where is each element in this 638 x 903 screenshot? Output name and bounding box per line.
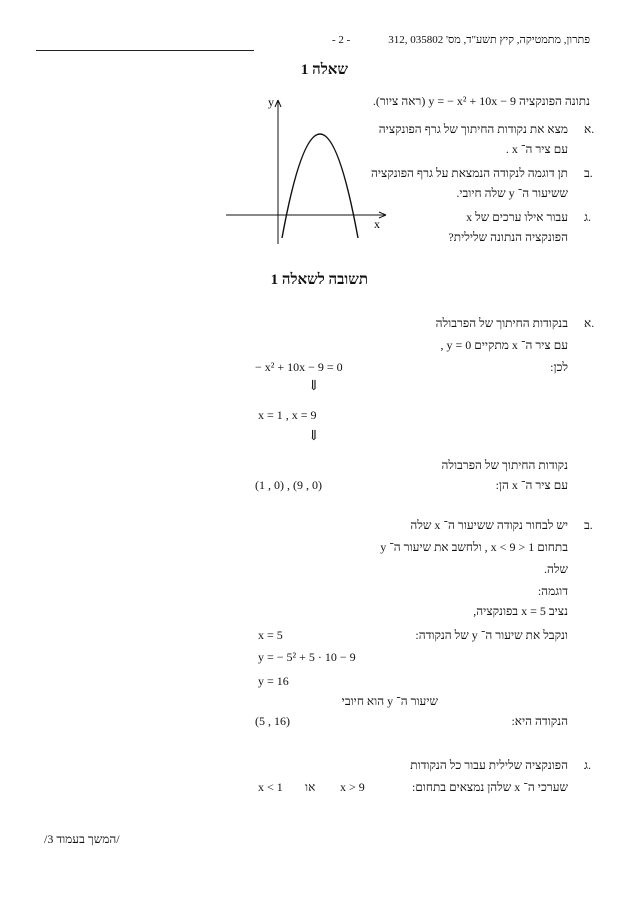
- answer-c-or: או: [305, 780, 316, 794]
- question-intro: נתונה הפונקציה y = − x² + 10x − 9 (ראה ציור).: [372, 94, 590, 108]
- answer-a-points-line1: נקודות החיתוך של הפרבולה: [441, 458, 568, 472]
- page-number: - 2 -: [332, 34, 351, 46]
- question-b-line1: תן דוגמה לנקודה הנמצאת על גרף הפונקציה: [371, 166, 568, 180]
- answer-c-line2: שערכי ה־ x שלהן נמצאים בתחום:: [411, 780, 568, 794]
- answer-b-point-label: הנקודה היא:: [511, 714, 568, 728]
- answer-b-positive: שיעור ה־ y הוא חיובי: [341, 694, 438, 708]
- question-title: שאלה 1: [300, 62, 348, 78]
- answer-c-x-less: x < 1: [258, 780, 283, 794]
- answer-a-equation: − x² + 10x − 9 = 0: [255, 360, 343, 374]
- answer-b-equation-x: x = 5: [258, 628, 283, 642]
- y-axis-label: y: [268, 95, 274, 109]
- question-a-line1: מצא את נקודות החיתוך של גרף הפונקציה: [378, 122, 568, 136]
- answer-b-line2: בתחום 1 < x < 9 , ולחשב את שיעור ה־ y: [380, 540, 568, 554]
- page-footer: /המשך בעמוד 3/: [44, 832, 120, 846]
- implies-arrow: ⇓: [308, 379, 320, 394]
- x-axis-label: x: [374, 217, 380, 231]
- question-b-label: ב.: [584, 166, 593, 180]
- question-b-line2: ששיעור ה־ y שלה חיובי.: [456, 186, 568, 200]
- answer-b-substitute: נציב x = 5 בפונקציה,: [473, 604, 568, 618]
- question-a-line2: עם ציר ה־ x .: [505, 142, 568, 156]
- answer-a-points-line2: עם ציר ה־ x הן:: [495, 478, 568, 492]
- header-underline: [36, 50, 254, 51]
- answer-b-example: דוגמה:: [537, 584, 568, 598]
- page-header-title: פתרון, מתמטיקה, קיץ תשע"ד, מס' 035802 ,312: [388, 34, 590, 46]
- answer-b-label: ב.: [584, 518, 593, 532]
- answer-c-line1: הפונקציה שלילית עבור כל הנקודות: [410, 758, 568, 772]
- answer-c-x-greater: x > 9: [340, 780, 365, 794]
- answer-b-line1: יש לבחור נקודה ששיעור ה־ x שלה: [410, 518, 568, 532]
- parabola-graph: [220, 92, 390, 252]
- question-c-label: ג.: [584, 210, 591, 224]
- answer-b-result: y = 16: [258, 674, 289, 688]
- answer-a-therefore: לכן:: [550, 360, 568, 374]
- answer-a-label: א.: [584, 316, 595, 330]
- answer-b-line3: שלה.: [543, 562, 568, 576]
- answer-b-receive: ונקבל את שיעור ה־ y של הנקודה:: [415, 628, 568, 642]
- question-c-line1: עבור אילו ערכים של x: [466, 210, 568, 224]
- answer-a-points: (1 , 0) , (9 , 0): [255, 478, 322, 492]
- answer-a-line2: עם ציר ה־ x מתקיים y = 0 ,: [440, 338, 568, 352]
- answer-c-label: ג.: [584, 758, 591, 772]
- question-c-line2: הפונקציה הנתונה שלילית?: [448, 230, 568, 244]
- question-a-label: א.: [584, 122, 595, 136]
- implies-arrow: ⇓: [308, 429, 320, 444]
- answer-b-equation-y: y = − 5² + 5 · 10 − 9: [258, 650, 356, 664]
- answer-a-solutions: x = 1 , x = 9: [258, 408, 317, 422]
- answer-title: תשובה לשאלה 1: [270, 272, 368, 288]
- answer-b-point: (5 , 16): [255, 714, 290, 728]
- parabola-curve: [282, 134, 358, 238]
- answer-a-line1: בנקודות החיתוך של הפרבולה: [435, 316, 568, 330]
